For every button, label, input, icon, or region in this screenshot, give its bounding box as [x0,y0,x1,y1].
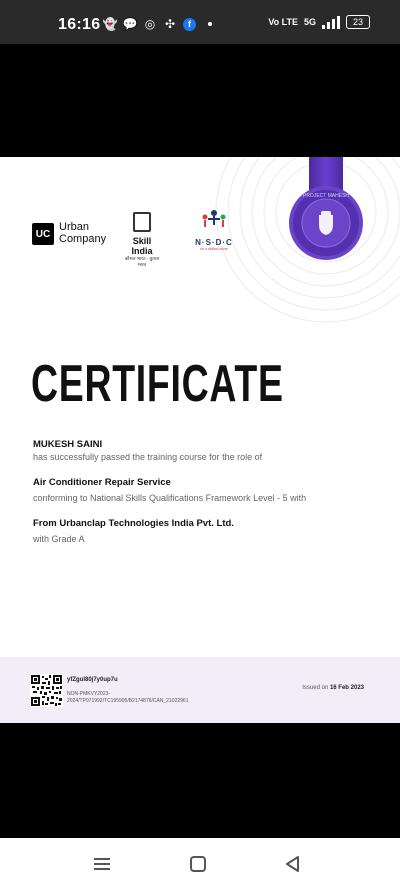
snapchat-icon: 👻 [102,17,118,31]
medal-text: PROJECT MAHESH [302,193,350,199]
skill-india-tagline: कौशल भारत - कुशल भारत [124,256,160,267]
more-notifications-dot [208,22,212,26]
nsdc-logo [190,209,238,251]
nsqf-statement: conforming to National Skills Qualifications Framework Level - 5 with [33,493,307,503]
certificate-title: CERTIFICATE [31,355,284,413]
volte-indicator: Vo LTE [268,16,298,27]
navigation-bar [0,838,400,889]
nsdc-name: N·S·D·C [195,238,233,247]
issued-date-value: 16 Feb 2023 [329,685,364,691]
battery-icon: 23 [346,15,370,29]
chat-icon: 💬 [122,17,138,31]
verification-code: yfZgul80j7y0up7u [67,677,118,683]
skill-india-icon [133,212,151,232]
skill-india-name: Skill India [131,236,153,256]
status-time: 16:16 [58,16,101,33]
notification-icons [103,17,212,31]
certificate [0,157,400,723]
skill-india-logo [122,212,162,268]
network-type: 5G [303,16,316,27]
partner-logos [32,209,252,267]
role-name: Air Conditioner Repair Service [33,477,171,488]
signal-icon [322,15,340,29]
course-statement: has successfully passed the training course for the role of [33,452,263,462]
certificate-footer [0,657,400,723]
uc-name-line2: Company [59,233,107,245]
whatsapp-icon: ◎ [144,17,156,31]
recent-apps-icon[interactable] [92,856,112,872]
grade: with Grade A [33,534,85,544]
uc-name-line1: Urban [59,221,89,233]
project-medal [288,185,364,261]
urban-company-name [59,221,106,245]
status-bar [0,0,400,44]
issued-label: Issued on [302,685,329,691]
back-icon[interactable] [283,856,303,872]
nsdc-figures-icon [199,209,229,231]
reference-line2: 2024/TP071992/TC195905/B2174876/CAN_21022961 [67,698,189,704]
qr-code[interactable] [30,674,63,707]
issued-date [302,685,364,691]
recipient-name: MUKESH SAINI [33,439,103,450]
facebook-icon: f [183,18,196,31]
nsdc-tagline: for a skilled future [200,247,228,251]
urban-company-logo: UC [32,223,54,245]
home-icon[interactable] [188,856,208,872]
issuing-org: From Urbanclap Technologies India Pvt. Ltd. [33,518,234,529]
app-icon: ✣ [164,17,176,31]
reference-line1: NON-PMKVY2023- [67,691,111,697]
system-status [268,15,370,29]
certificate-reference [67,691,217,705]
